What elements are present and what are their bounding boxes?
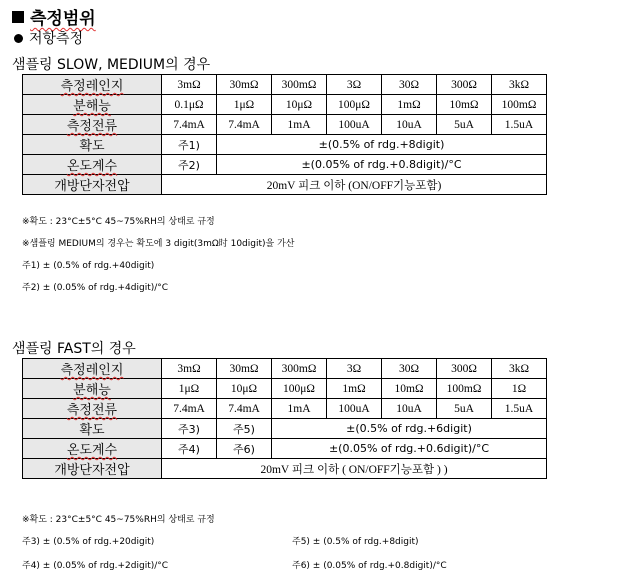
- range-cell: 3mΩ: [162, 359, 217, 379]
- current-cell: 5uA: [437, 399, 492, 419]
- header-range-label: 측정레인지: [23, 359, 162, 379]
- resolution-cell: 10mΩ: [437, 95, 492, 115]
- range-cell: 30Ω: [382, 75, 437, 95]
- tempcoef-label: 온도계수: [23, 439, 162, 459]
- footnote: 주5) ± (0.5% of rdg.+8digit): [292, 537, 419, 547]
- heading-text: 측정범위: [30, 9, 96, 29]
- opencircuit-label: 개방단자전압: [23, 175, 162, 195]
- resolution-cell: 10μΩ: [272, 95, 327, 115]
- resolution-cell: 1Ω: [492, 379, 547, 399]
- current-cell: 100uA: [327, 115, 382, 135]
- resolution-label: 분해능: [23, 379, 162, 399]
- tempcoef-note-ref: 주2): [162, 155, 217, 175]
- subheading: [14, 28, 83, 48]
- current-cell: 1.5uA: [492, 399, 547, 419]
- tempcoef-value: ±(0.05% of rdg.+0.8digit)/°C: [217, 155, 547, 175]
- table-row: [23, 399, 547, 419]
- resolution-cell: 100mΩ: [492, 95, 547, 115]
- tempcoef-note-ref: 주6): [217, 439, 272, 459]
- resolution-cell: 1μΩ: [217, 95, 272, 115]
- footnote: 주4) ± (0.05% of rdg.+2digit)/°C: [22, 561, 169, 571]
- resolution-cell: 1mΩ: [382, 95, 437, 115]
- accuracy-label: 확도: [23, 419, 162, 439]
- footnote: 주6) ± (0.05% of rdg.+0.8digit)/°C: [292, 561, 447, 571]
- current-cell: 1mA: [272, 115, 327, 135]
- accuracy-note-ref: 주1): [162, 135, 217, 155]
- range-cell: 30Ω: [382, 359, 437, 379]
- table-row: [23, 75, 547, 95]
- range-cell: 300Ω: [437, 75, 492, 95]
- current-cell: 5uA: [437, 115, 492, 135]
- resolution-cell: 100μΩ: [272, 379, 327, 399]
- resolution-cell: 100mΩ: [437, 379, 492, 399]
- table-row: [23, 115, 547, 135]
- current-cell: 10uA: [382, 399, 437, 419]
- current-cell: 1mA: [272, 399, 327, 419]
- footnote: 주3) ± (0.5% of rdg.+20digit): [22, 537, 155, 547]
- accuracy-note-ref: 주3): [162, 419, 217, 439]
- range-cell: 3mΩ: [162, 75, 217, 95]
- current-cell: 7.4mA: [162, 399, 217, 419]
- current-cell: 7.4mA: [217, 115, 272, 135]
- circle-bullet-icon: [14, 34, 23, 43]
- range-cell: 3Ω: [327, 359, 382, 379]
- current-cell: 7.4mA: [217, 399, 272, 419]
- resolution-cell: 1μΩ: [162, 379, 217, 399]
- resolution-cell: 1mΩ: [327, 379, 382, 399]
- range-cell: 300mΩ: [272, 75, 327, 95]
- opencircuit-value: 20mV 피크 이하 (ON/OFF기능포함): [162, 175, 547, 195]
- range-cell: 300Ω: [437, 359, 492, 379]
- table-row: [23, 95, 547, 115]
- table-row: [23, 419, 547, 439]
- tempcoef-note-ref: 주4): [162, 439, 217, 459]
- resolution-cell: 10μΩ: [217, 379, 272, 399]
- caption-slow-medium: 샘플링 SLOW, MEDIUM의 경우: [12, 57, 211, 73]
- table-row: [23, 359, 547, 379]
- current-cell: 7.4mA: [162, 115, 217, 135]
- table-row: [23, 155, 547, 175]
- resolution-label: 분해능: [23, 95, 162, 115]
- accuracy-label: 확도: [23, 135, 162, 155]
- footnote: ※확도 : 23°C±5°C 45~75%RH의 상태로 규정: [22, 515, 215, 525]
- range-cell: 3Ω: [327, 75, 382, 95]
- spec-table-slow-medium: [22, 74, 547, 195]
- header-range-label: 측정레인지: [23, 75, 162, 95]
- range-cell: 30mΩ: [217, 75, 272, 95]
- current-label: 측정전류: [23, 399, 162, 419]
- table-row: [23, 459, 547, 479]
- resolution-cell: 100μΩ: [327, 95, 382, 115]
- resolution-cell: 10mΩ: [382, 379, 437, 399]
- range-cell: 3kΩ: [492, 359, 547, 379]
- tempcoef-value: ±(0.05% of rdg.+0.6digit)/°C: [272, 439, 547, 459]
- footnote: 주1) ± (0.5% of rdg.+40digit): [22, 261, 155, 271]
- footnote: ※샘플링 MEDIUM의 경우는 확도에 3 digit(3mΩ时 10digit)을 가산: [22, 239, 295, 249]
- tempcoef-label: 온도계수: [23, 155, 162, 175]
- subheading-text: 저항측정: [29, 31, 84, 47]
- table-row: [23, 135, 547, 155]
- current-cell: 100uA: [327, 399, 382, 419]
- square-bullet-icon: [12, 11, 24, 23]
- range-cell: 30mΩ: [217, 359, 272, 379]
- caption-fast: 샘플링 FAST의 경우: [12, 341, 136, 357]
- range-cell: 3kΩ: [492, 75, 547, 95]
- table-row: [23, 379, 547, 399]
- accuracy-value: ±(0.5% of rdg.+6digit): [272, 419, 547, 439]
- table-row: [23, 175, 547, 195]
- resolution-cell: 0.1μΩ: [162, 95, 217, 115]
- opencircuit-value: 20mV 피크 이하 ( ON/OFF기능포함 ) ): [162, 459, 547, 479]
- accuracy-note-ref: 주5): [217, 419, 272, 439]
- current-label: 측정전류: [23, 115, 162, 135]
- footnote: 주2) ± (0.05% of rdg.+4digit)/°C: [22, 283, 169, 293]
- current-cell: 1.5uA: [492, 115, 547, 135]
- table-row: [23, 439, 547, 459]
- footnote: ※확도 : 23°C±5°C 45~75%RH의 상태로 규정: [22, 217, 215, 227]
- current-cell: 10uA: [382, 115, 437, 135]
- range-cell: 300mΩ: [272, 359, 327, 379]
- section-heading: [12, 4, 96, 29]
- spec-table-fast: [22, 358, 547, 479]
- accuracy-value: ±(0.5% of rdg.+8digit): [217, 135, 547, 155]
- opencircuit-label: 개방단자전압: [23, 459, 162, 479]
